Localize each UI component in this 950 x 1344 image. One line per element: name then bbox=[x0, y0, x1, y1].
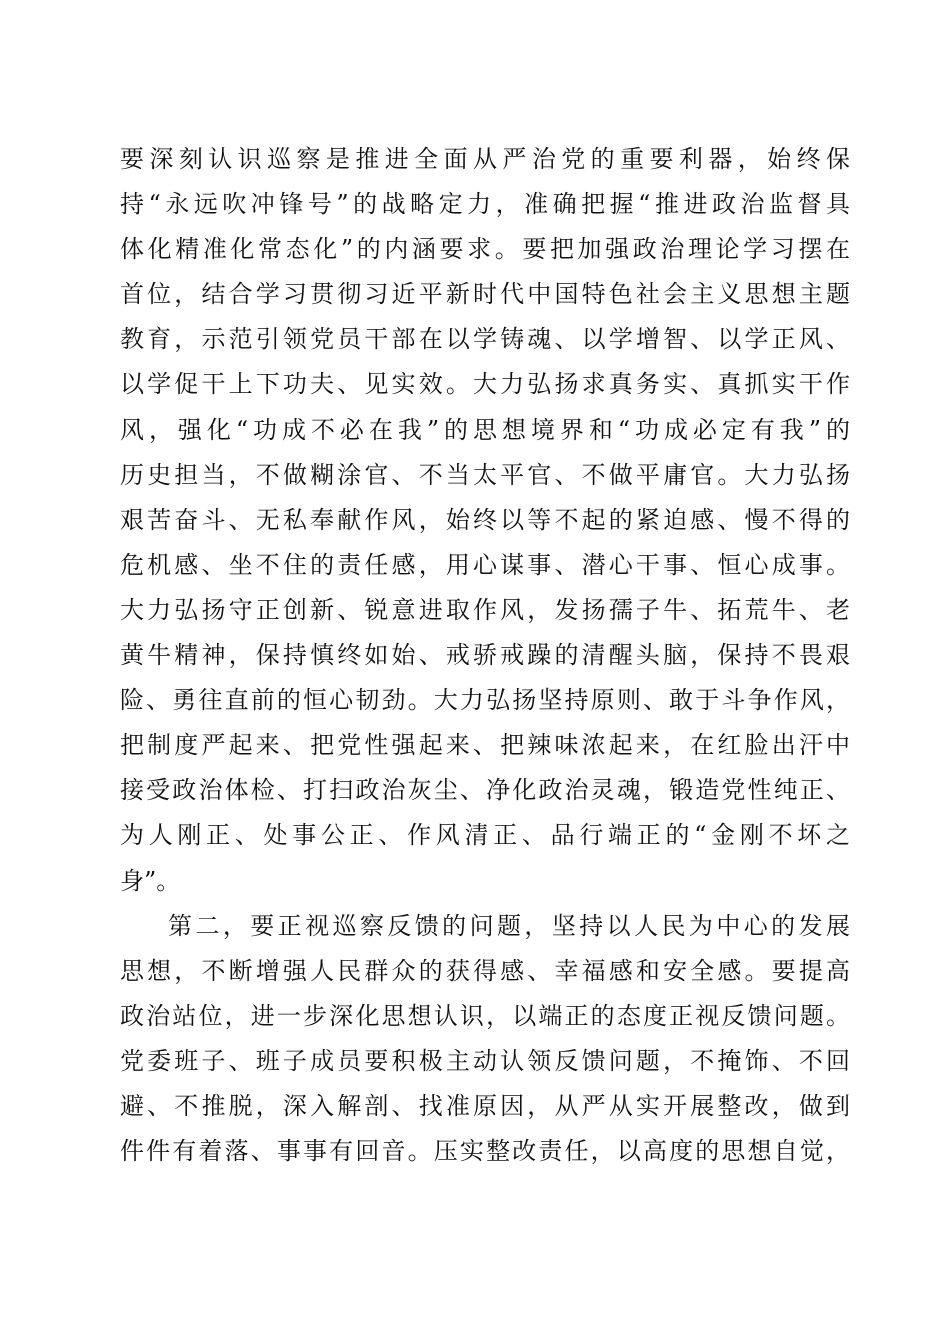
text-line: 以学促干上下功夫、见实效。大力弘扬求真务实、真抓实干作 bbox=[120, 370, 850, 399]
paragraph-1 bbox=[120, 137, 850, 904]
text-line: 避、不推脱，深入解剖、找准原因，从严从实开展整改，做到 bbox=[120, 1091, 850, 1120]
text-line: 思想，不断增强人民群众的获得感、幸福感和安全感。要提高 bbox=[120, 956, 850, 985]
text-line: 风，强化“功成不必在我”的思想境界和“功成必定有我”的 bbox=[120, 415, 850, 444]
text-line: 件件有着落、事事有回音。压实整改责任，以高度的思想自觉， bbox=[120, 1137, 850, 1166]
text-line: 体化精准化常态化”的内涵要求。要把加强政治理论学习摆在 bbox=[120, 235, 850, 264]
text-line: 黄牛精神，保持慎终如始、戒骄戒躁的清醒头脑，保持不畏艰 bbox=[120, 641, 850, 670]
text-line: 危机感、坐不住的责任感，用心谋事、潜心干事、恒心成事。 bbox=[120, 550, 850, 579]
text-line: 政治站位，进一步深化思想认识，以端正的态度正视反馈问题。 bbox=[120, 1001, 850, 1030]
text-line: 第二，要正视巡察反馈的问题，坚持以人民为中心的发展 bbox=[168, 911, 850, 940]
text-line: 大力弘扬守正创新、锐意进取作风，发扬孺子牛、拓荒牛、老 bbox=[120, 595, 850, 624]
text-line: 持“永远吹冲锋号”的战略定力，准确把握“推进政治监督具 bbox=[120, 190, 850, 219]
text-line: 教育，示范引领党员干部在以学铸魂、以学增智、以学正风、 bbox=[120, 325, 850, 354]
text-line: 把制度严起来、把党性强起来、把辣味浓起来，在红脸出汗中 bbox=[120, 731, 850, 760]
text-line: 艰苦奋斗、无私奉献作风，始终以等不起的紧迫感、慢不得的 bbox=[120, 505, 850, 534]
document-body bbox=[120, 137, 850, 1174]
text-line: 历史担当，不做糊涂官、不当太平官、不做平庸官。大力弘扬 bbox=[120, 460, 850, 489]
text-line: 首位，结合学习贯彻习近平新时代中国特色社会主义思想主题 bbox=[120, 280, 850, 309]
paragraph-2 bbox=[120, 904, 850, 1175]
text-line: 要深刻认识巡察是推进全面从严治党的重要利器，始终保 bbox=[120, 145, 850, 173]
text-line: 险、勇往直前的恒心韧劲。大力弘扬坚持原则、敢于斗争作风， bbox=[120, 686, 850, 715]
text-line: 党委班子、班子成员要积极主动认领反馈问题，不掩饰、不回 bbox=[120, 1046, 850, 1075]
text-line: 为人刚正、处事公正、作风清正、品行端正的“金刚不坏之 bbox=[120, 821, 850, 850]
text-line: 身”。 bbox=[120, 866, 181, 895]
text-line: 接受政治体检、打扫政治灰尘、净化政治灵魂，锻造党性纯正、 bbox=[120, 776, 850, 805]
